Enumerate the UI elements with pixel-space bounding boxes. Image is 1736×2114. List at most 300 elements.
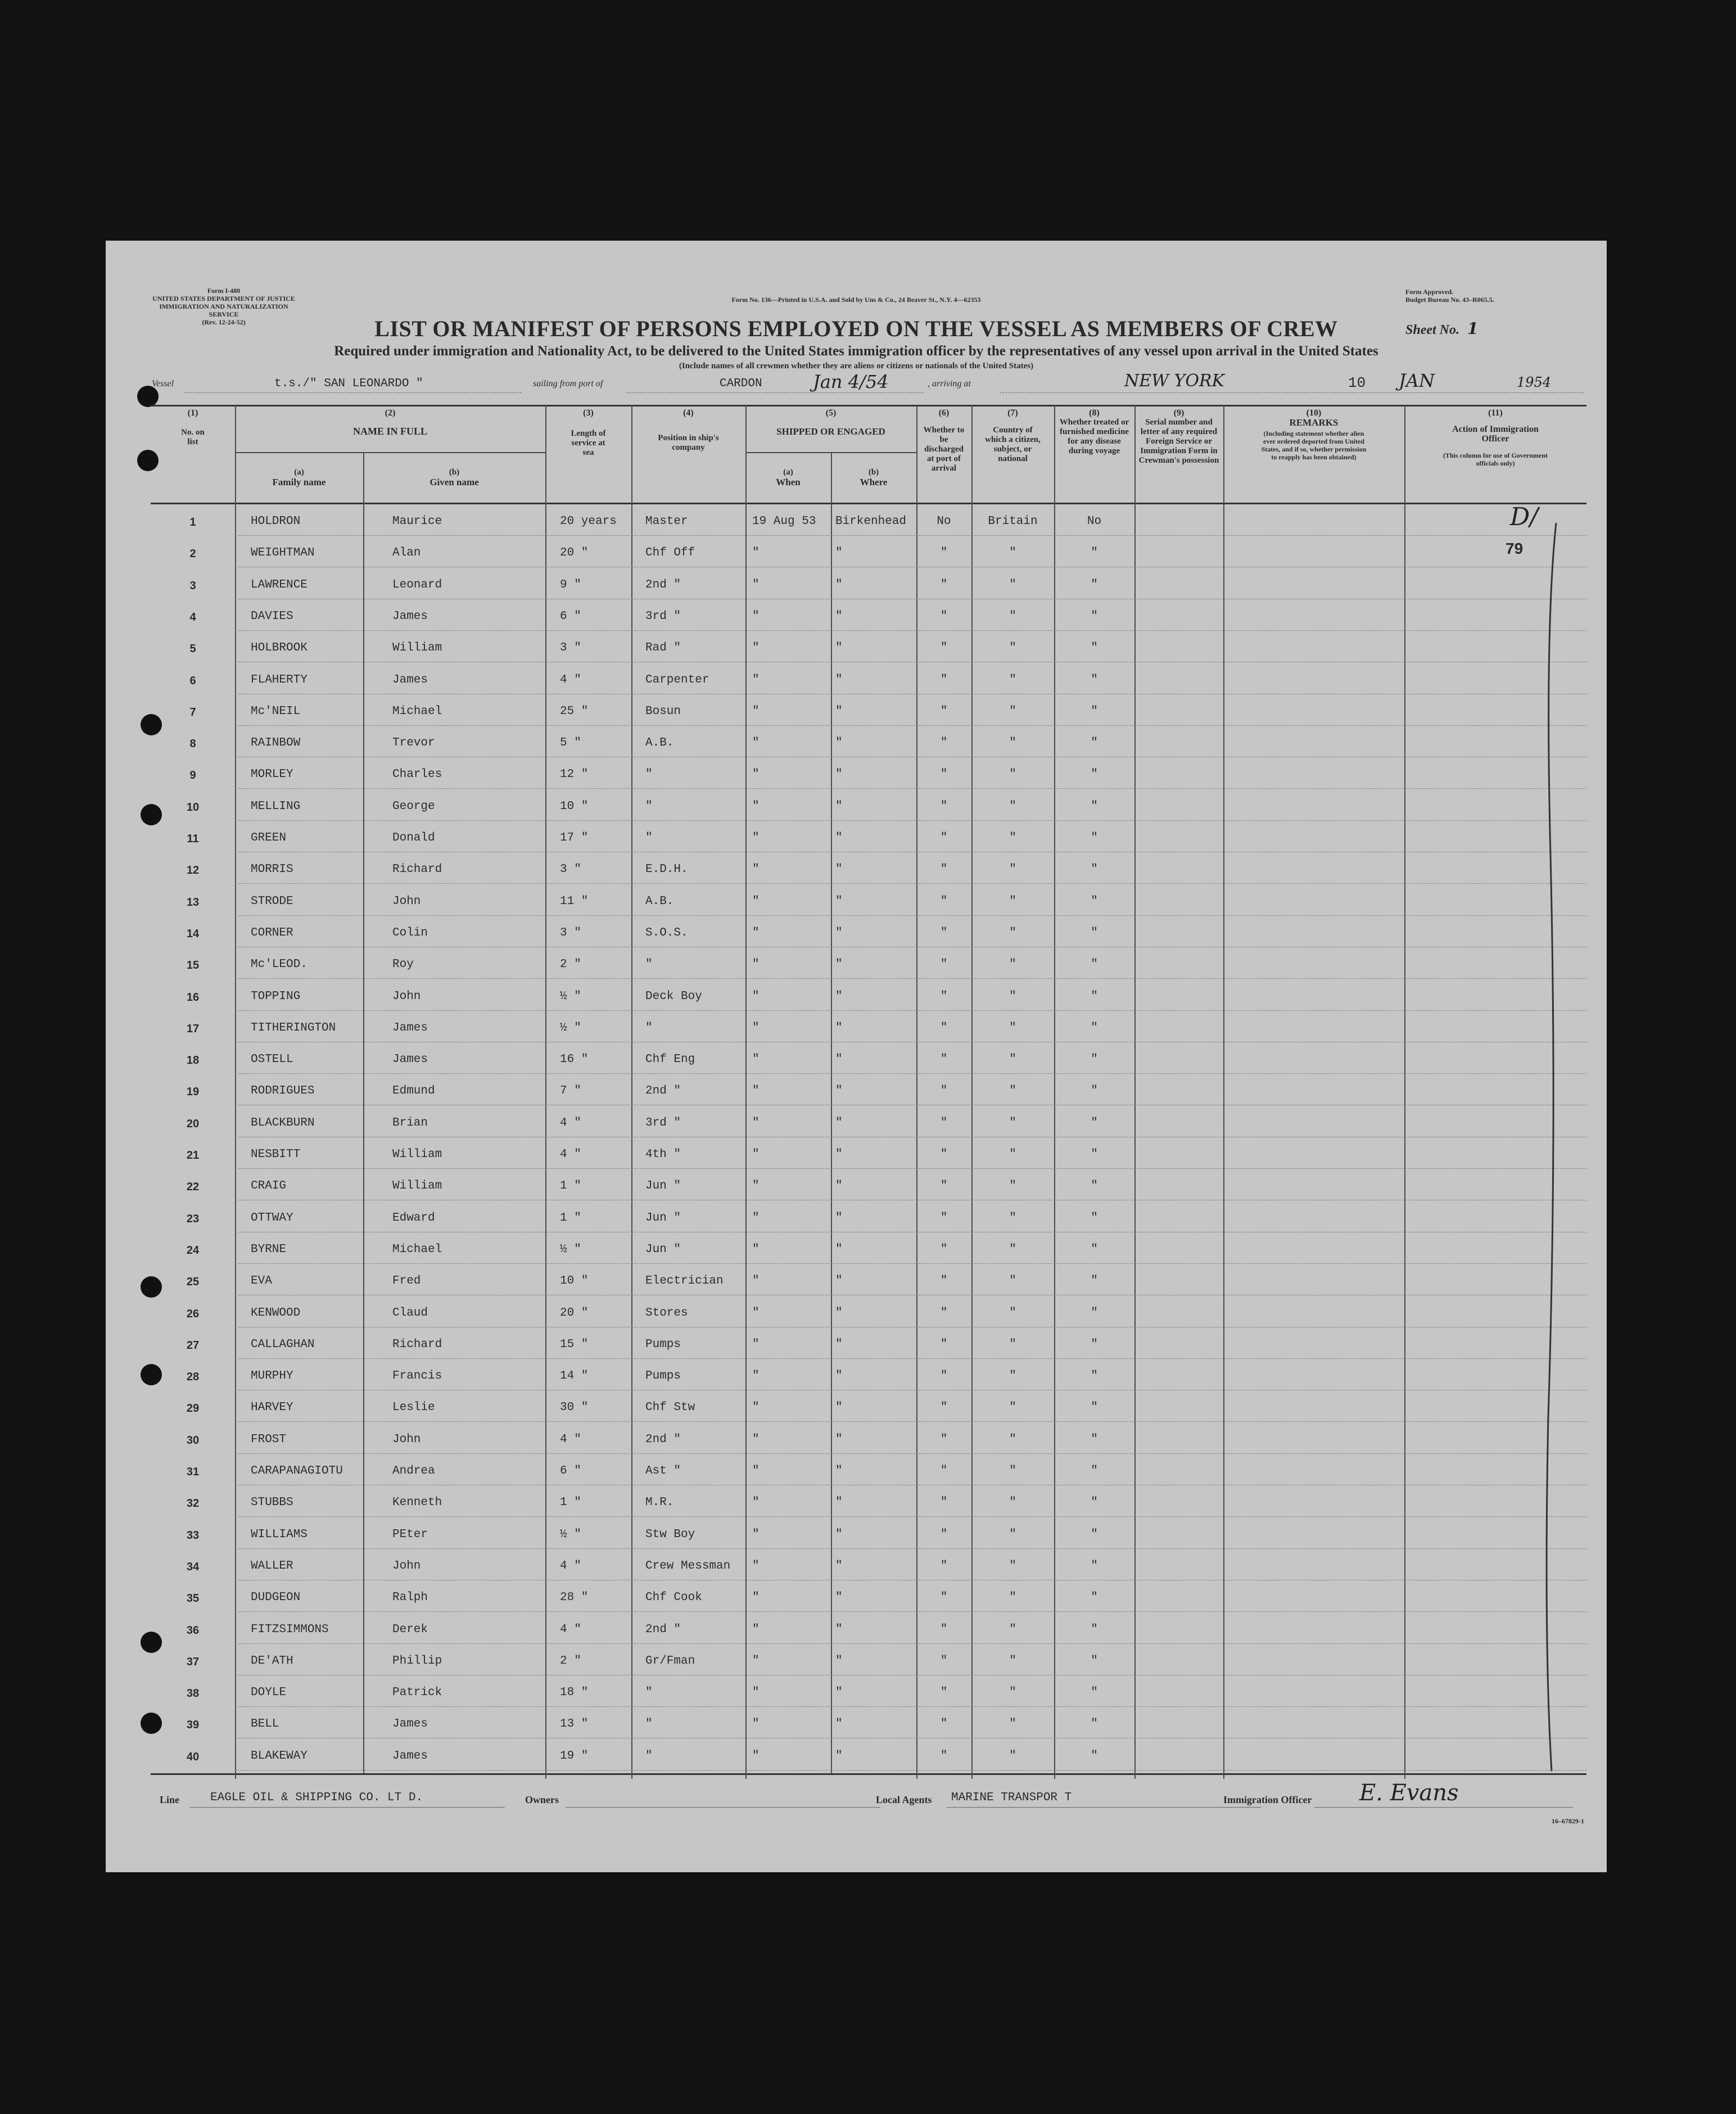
position-cell: 2nd " [645, 1085, 681, 1098]
family-name-cell: MORRIS [251, 863, 293, 877]
position-cell: Jun " [645, 1243, 681, 1256]
col2a-header [235, 468, 363, 487]
service-length-cell: 28 " [560, 1591, 589, 1605]
shipped-where-cell: " [835, 1243, 843, 1256]
position-cell: " [645, 958, 653, 972]
medicine-cell: " [1091, 1116, 1098, 1130]
family-name-cell: LAWRENCE [251, 578, 308, 591]
position-cell: Carpenter [645, 673, 709, 686]
discharged-cell: " [940, 990, 948, 1003]
table-row [151, 1675, 1586, 1707]
discharged-cell: " [940, 1623, 948, 1636]
given-name-cell: Trevor [392, 737, 435, 750]
service-length-cell: 16 " [560, 1053, 589, 1067]
discharged-cell: " [940, 578, 948, 591]
table-row [151, 789, 1586, 821]
shipped-when-cell: " [752, 990, 760, 1003]
col11-subtitle: (This column for use of Government officials only) [1443, 451, 1548, 467]
shipped-where-cell: " [835, 768, 843, 782]
shipped-where-cell: " [835, 990, 843, 1003]
discharged-cell: " [940, 1053, 948, 1067]
service-length-cell: 17 " [560, 832, 589, 844]
col5b-header [831, 468, 916, 487]
vessel-underline [184, 392, 522, 393]
given-name-cell: Phillip [392, 1654, 442, 1668]
medicine-cell: No [1087, 515, 1102, 528]
sheet-number [1405, 319, 1478, 338]
discharged-cell: " [940, 799, 948, 813]
shipped-when-cell: " [752, 832, 760, 844]
shipped-where-cell: " [835, 1496, 843, 1510]
row-number-cell: 39 [186, 1719, 200, 1732]
table-row [151, 915, 1586, 947]
table-row [151, 535, 1586, 567]
position-cell: " [645, 832, 653, 844]
row-number-cell: 21 [186, 1149, 200, 1162]
discharged-cell: " [940, 546, 948, 560]
crew-table [151, 405, 1586, 1779]
country-cell: " [1009, 1528, 1016, 1541]
discharged-cell: " [940, 1528, 948, 1541]
country-cell: " [1009, 1370, 1016, 1383]
country-cell: " [1009, 768, 1016, 782]
arriving-port: NEW YORK [1124, 371, 1224, 391]
family-name-cell: FROST [251, 1433, 287, 1446]
arrival-month: JAN [1399, 370, 1435, 391]
instruction-note: (Include names of all crewmen whether they are aliens or citizens or nationals of the United States) [679, 362, 1034, 371]
sailing-port: CARDON [720, 377, 762, 390]
given-name-cell: James [392, 1021, 428, 1035]
medicine-cell: " [1091, 642, 1098, 655]
col3-number: (3) [583, 408, 594, 418]
country-cell: " [1009, 1465, 1016, 1478]
discharged-cell: " [940, 1718, 948, 1731]
sailing-date: Jan 4/54 [813, 371, 889, 392]
agents-underline [947, 1807, 1262, 1808]
row-number-cell: 23 [186, 1212, 200, 1225]
shipped-where-cell: " [835, 704, 843, 718]
shipped-when-cell: " [752, 1116, 760, 1130]
form-id: Form I-480 [207, 287, 241, 295]
printer-line: Form No. 136—Printed in U.S.A. and Sold by Uns & Co., 24 Beaver St., N.Y. 4—62353 [731, 296, 981, 304]
position-cell: Pumps [645, 1338, 681, 1351]
position-cell: Crew Messman [645, 1559, 731, 1573]
service-length-cell: 7 " [560, 1085, 581, 1098]
family-name-cell: HOLDRON [251, 515, 301, 528]
row-number-cell: 5 [189, 643, 196, 656]
medicine-cell: " [1091, 1085, 1098, 1098]
service-length-cell: 3 " [560, 926, 581, 939]
shipped-when-cell: " [752, 1180, 760, 1193]
shipped-where-cell: " [835, 1559, 843, 1573]
service-length-cell: ½ " [560, 1021, 581, 1035]
officer-underline [1314, 1807, 1573, 1808]
shipped-when-cell: " [752, 1211, 760, 1225]
medicine-cell: " [1091, 1053, 1098, 1067]
service-length-cell: 3 " [560, 863, 581, 877]
row-number-cell: 16 [186, 991, 200, 1004]
shipped-where-cell: " [835, 1211, 843, 1225]
discharged-cell: " [940, 642, 948, 655]
col10-title: REMARKS [1289, 417, 1339, 428]
subtitle: Required under immigration and Nationality Act, to be delivered to the United States immigration officer by the representatives of any vessel upon arrival in the United States [334, 344, 1378, 359]
table-row [151, 694, 1586, 726]
position-cell: Pumps [645, 1370, 681, 1383]
page-title: LIST OR MANIFEST OF PERSONS EMPLOYED ON THE VESSEL AS MEMBERS OF CREW [374, 316, 1338, 341]
row-number-cell: 32 [186, 1497, 200, 1510]
given-name-cell: John [392, 895, 421, 908]
service-length-cell: 4 " [560, 1148, 581, 1161]
service-length-cell: 25 " [560, 704, 589, 718]
family-name-cell: CALLAGHAN [251, 1338, 315, 1351]
country-cell: " [1009, 1180, 1016, 1193]
shipped-when-cell: " [752, 1686, 760, 1700]
sailing-label: sailing from port of [533, 379, 603, 389]
position-cell: Jun " [645, 1211, 681, 1225]
shipped-when-cell: " [752, 1306, 760, 1320]
given-name-cell: Fred [392, 1275, 421, 1288]
position-cell: Chf Stw [645, 1401, 695, 1415]
shipped-where-cell: " [835, 1116, 843, 1130]
col8-number: (8) [1089, 408, 1100, 418]
table-row [151, 757, 1586, 789]
col7-number: (7) [1007, 408, 1018, 418]
medicine-cell: " [1091, 1496, 1098, 1510]
table-row [151, 1643, 1586, 1675]
given-name-cell: Alan [392, 546, 421, 560]
discharged-cell: " [940, 832, 948, 844]
table-row [151, 947, 1586, 979]
col6-number: (6) [938, 408, 950, 418]
given-name-cell: James [392, 1718, 428, 1731]
row-number-cell: 8 [189, 738, 196, 751]
given-name-cell: John [392, 1559, 421, 1573]
service-length-cell: 6 " [560, 1465, 581, 1478]
medicine-cell: " [1091, 609, 1098, 623]
col1-header [151, 408, 235, 447]
table-row [151, 1327, 1586, 1359]
position-cell: Electrician [645, 1275, 724, 1288]
table-row [151, 884, 1586, 916]
family-name-cell: CRAIG [251, 1180, 287, 1193]
family-name-cell: HOLBROOK [251, 642, 308, 655]
service-length-cell: 18 " [560, 1686, 589, 1700]
table-row [151, 504, 1586, 536]
family-name-cell: FLAHERTY [251, 673, 308, 686]
table-row [151, 1422, 1586, 1454]
given-name-cell: Donald [392, 832, 435, 844]
row-number-cell: 6 [189, 674, 196, 687]
country-cell: " [1009, 1654, 1016, 1668]
shipped-where-cell: " [835, 1718, 843, 1731]
table-bottom-border [151, 1773, 1586, 1775]
country-cell: " [1009, 1686, 1016, 1700]
sheet-label: Sheet No. [1405, 323, 1459, 337]
shipped-where-cell: " [835, 1654, 843, 1668]
col7-header [971, 408, 1054, 464]
row-number-cell: 26 [186, 1307, 200, 1320]
shipped-where-cell: " [835, 737, 843, 750]
family-name-cell: STRODE [251, 895, 293, 908]
family-name-cell: EVA [251, 1275, 272, 1288]
country-cell: " [1009, 1211, 1016, 1225]
row-number-cell: 27 [186, 1339, 200, 1352]
service-length-cell: 4 " [560, 1433, 581, 1446]
row-number-cell: 12 [186, 864, 200, 877]
country-cell: " [1009, 958, 1016, 972]
family-name-cell: RAINBOW [251, 737, 301, 750]
given-name-cell: Michael [392, 1243, 442, 1256]
position-cell: 3rd " [645, 1116, 681, 1130]
shipped-when-cell: " [752, 799, 760, 813]
position-cell: " [645, 1021, 653, 1035]
medicine-cell: " [1091, 673, 1098, 686]
discharged-cell: " [940, 704, 948, 718]
given-name-cell: Claud [392, 1306, 428, 1320]
given-name-cell: PEter [392, 1528, 428, 1541]
discharged-cell: " [940, 673, 948, 686]
country-cell: " [1009, 737, 1016, 750]
medicine-cell: " [1091, 799, 1098, 813]
country-cell: " [1009, 1623, 1016, 1636]
col2b-header [363, 468, 545, 487]
family-name-cell: WALLER [251, 1559, 293, 1573]
vessel-label: Vessel [152, 379, 174, 389]
service-length-cell: ½ " [560, 1528, 581, 1541]
col10-header [1223, 408, 1404, 461]
position-cell: " [645, 1749, 653, 1763]
position-cell: " [645, 799, 653, 813]
medicine-cell: " [1091, 1401, 1098, 1415]
discharged-cell: " [940, 1686, 948, 1700]
medicine-cell: " [1091, 1433, 1098, 1446]
shipped-when-cell: " [752, 1465, 760, 1478]
country-cell: " [1009, 1559, 1016, 1573]
shipped-when-cell: " [752, 1528, 760, 1541]
table-row [151, 1453, 1586, 1485]
country-cell: Britain [988, 515, 1038, 528]
table-row [151, 852, 1586, 884]
row-number-cell: 37 [186, 1655, 200, 1668]
shipped-where-cell: " [835, 926, 843, 939]
form-code: 16–67829-1 [1552, 1817, 1584, 1825]
table-row [151, 662, 1586, 694]
country-cell: " [1009, 799, 1016, 813]
service-length-cell: 4 " [560, 1116, 581, 1130]
service-length-cell: ½ " [560, 990, 581, 1003]
row-number-cell: 24 [186, 1244, 200, 1257]
shipped-when-cell: " [752, 1053, 760, 1067]
shipped-where-cell: " [835, 609, 843, 623]
shipped-where-cell: " [835, 1306, 843, 1320]
position-cell: 2nd " [645, 578, 681, 591]
shipped-where-cell: " [835, 1528, 843, 1541]
position-cell: E.D.H. [645, 863, 688, 877]
col2a-title: Family name [272, 477, 326, 487]
given-name-cell: Derek [392, 1623, 428, 1636]
country-cell: " [1009, 1496, 1016, 1510]
medicine-cell: " [1091, 1654, 1098, 1668]
row-number-cell: 11 [187, 833, 199, 845]
shipped-when-cell: " [752, 958, 760, 972]
shipped-when-cell: " [752, 1021, 760, 1035]
row-number-cell: 22 [186, 1181, 200, 1194]
vessel-name: t.s./" SAN LEONARDO " [274, 377, 423, 390]
row-number-cell: 25 [186, 1276, 200, 1289]
subheader-line [235, 452, 545, 453]
col7-title: Country of which a citizen, subject, or national [985, 426, 1041, 463]
shipped-when-cell: 19 Aug 53 [752, 515, 816, 528]
officer-mark-top: D/ [1510, 503, 1539, 531]
medicine-cell: " [1091, 1211, 1098, 1225]
officer-label: Immigration Officer [1223, 1794, 1312, 1805]
shipped-where-cell: " [835, 1433, 843, 1446]
discharged-cell: " [940, 1211, 948, 1225]
service-length-cell: 19 " [560, 1749, 589, 1763]
position-cell: Chf Off [645, 546, 695, 560]
medicine-cell: " [1091, 1148, 1098, 1161]
service-length-cell: 10 " [560, 799, 589, 813]
table-row [151, 1390, 1586, 1422]
family-name-cell: TITHERINGTON [251, 1021, 336, 1035]
shipped-where-cell: " [835, 1053, 843, 1067]
discharged-cell: " [940, 1591, 948, 1605]
shipped-when-cell: " [752, 926, 760, 939]
row-number-cell: 9 [189, 769, 196, 782]
position-cell: Gr/Fman [645, 1654, 695, 1668]
discharged-cell: " [940, 1496, 948, 1510]
medicine-cell: " [1091, 1275, 1098, 1288]
service-length-cell: 5 " [560, 737, 581, 750]
line-label: Line [160, 1794, 180, 1805]
medicine-cell: " [1091, 737, 1098, 750]
table-row [151, 1010, 1586, 1042]
form-revision: (Rev. 12-24-52) [202, 318, 246, 326]
medicine-cell: " [1091, 1465, 1098, 1478]
given-name-cell: George [392, 799, 435, 813]
col5-title: SHIPPED OR ENGAGED [776, 426, 885, 437]
country-cell: " [1009, 1021, 1016, 1035]
country-cell: " [1009, 1116, 1016, 1130]
officer-mark-count: 79 [1506, 540, 1523, 557]
family-name-cell: TOPPING [251, 990, 301, 1003]
service-length-cell: 30 " [560, 1401, 589, 1415]
shipped-where-cell: " [835, 1591, 843, 1605]
table-row [151, 1580, 1586, 1612]
row-number-cell: 20 [186, 1117, 200, 1130]
family-name-cell: NESBITT [251, 1148, 301, 1161]
table-row [151, 725, 1586, 757]
position-cell: " [645, 1718, 653, 1731]
given-name-cell: John [392, 1433, 421, 1446]
table-row [151, 1738, 1586, 1770]
position-cell: S.O.S. [645, 926, 688, 939]
service-length-cell: 13 " [560, 1718, 589, 1731]
country-cell: " [1009, 1275, 1016, 1288]
shipped-where-cell: " [835, 1021, 843, 1035]
shipped-when-cell: " [752, 704, 760, 718]
family-name-cell: DUDGEON [251, 1591, 301, 1605]
sheet-value: 1 [1467, 319, 1479, 338]
shipped-where-cell: " [835, 1465, 843, 1478]
table-row [151, 1485, 1586, 1517]
shipped-where-cell: " [835, 1623, 843, 1636]
shipped-when-cell: " [752, 1085, 760, 1098]
country-cell: " [1009, 990, 1016, 1003]
shipped-when-cell: " [752, 1370, 760, 1383]
discharged-cell: " [940, 1338, 948, 1351]
shipped-where-cell: " [835, 1148, 843, 1161]
row-number-cell: 38 [186, 1687, 200, 1700]
discharged-cell: No [937, 515, 951, 528]
family-name-cell: DAVIES [251, 609, 293, 623]
country-cell: " [1009, 1749, 1016, 1763]
agents-value: MARINE TRANSPOR T [951, 1791, 1072, 1804]
approval-block [1405, 288, 1574, 304]
medicine-cell: " [1091, 863, 1098, 877]
shipped-where-cell: " [835, 958, 843, 972]
given-name-cell: William [392, 642, 442, 655]
table-top-border [151, 405, 1586, 406]
arrival-day: 10 [1348, 374, 1366, 391]
shipped-when-cell: " [752, 546, 760, 560]
country-cell: " [1009, 704, 1016, 718]
row-number-cell: 3 [189, 579, 196, 592]
family-name-cell: MELLING [251, 799, 301, 813]
shipped-when-cell: " [752, 1496, 760, 1510]
discharged-cell: " [940, 1275, 948, 1288]
family-name-cell: KENWOOD [251, 1306, 301, 1320]
medicine-cell: " [1091, 958, 1098, 972]
discharged-cell: " [940, 958, 948, 972]
family-name-cell: OSTELL [251, 1053, 293, 1067]
row-number-cell: 31 [186, 1466, 200, 1478]
discharged-cell: " [940, 1243, 948, 1256]
service-length-cell: 9 " [560, 578, 581, 591]
shipped-when-cell: " [752, 609, 760, 623]
arrival-year: 1954 [1517, 374, 1552, 390]
table-row [151, 1168, 1586, 1200]
given-name-cell: Richard [392, 1338, 442, 1351]
family-name-cell: BLAKEWAY [251, 1749, 308, 1763]
table-row [151, 1105, 1586, 1137]
medicine-cell: " [1091, 1686, 1098, 1700]
medicine-cell: " [1091, 1718, 1098, 1731]
col5b-number: (b) [868, 468, 879, 477]
country-cell: " [1009, 1718, 1016, 1731]
medicine-cell: " [1091, 1370, 1098, 1383]
shipped-where-cell: " [835, 1401, 843, 1415]
position-cell: Rad " [645, 642, 681, 655]
service-length-cell: 12 " [560, 768, 589, 782]
country-cell: " [1009, 895, 1016, 908]
given-name-cell: Charles [392, 768, 442, 782]
row-number-cell: 17 [186, 1022, 200, 1035]
service-length-cell: 20 " [560, 1306, 589, 1320]
discharged-cell: " [940, 1180, 948, 1193]
manifest-sheet [106, 241, 1607, 1872]
shipped-when-cell: " [752, 1654, 760, 1668]
service-length-cell: 20 years [560, 515, 617, 528]
country-cell: " [1009, 1306, 1016, 1320]
col8-title: Whether treated or furnished medicine for any disease during voyage [1059, 418, 1129, 455]
shipped-when-cell: " [752, 863, 760, 877]
medicine-cell: " [1091, 832, 1098, 844]
col3-title: Length of service at sea [571, 429, 606, 457]
shipped-where-cell: " [835, 832, 843, 844]
shipped-when-cell: " [752, 737, 760, 750]
shipped-where-cell: " [835, 642, 843, 655]
